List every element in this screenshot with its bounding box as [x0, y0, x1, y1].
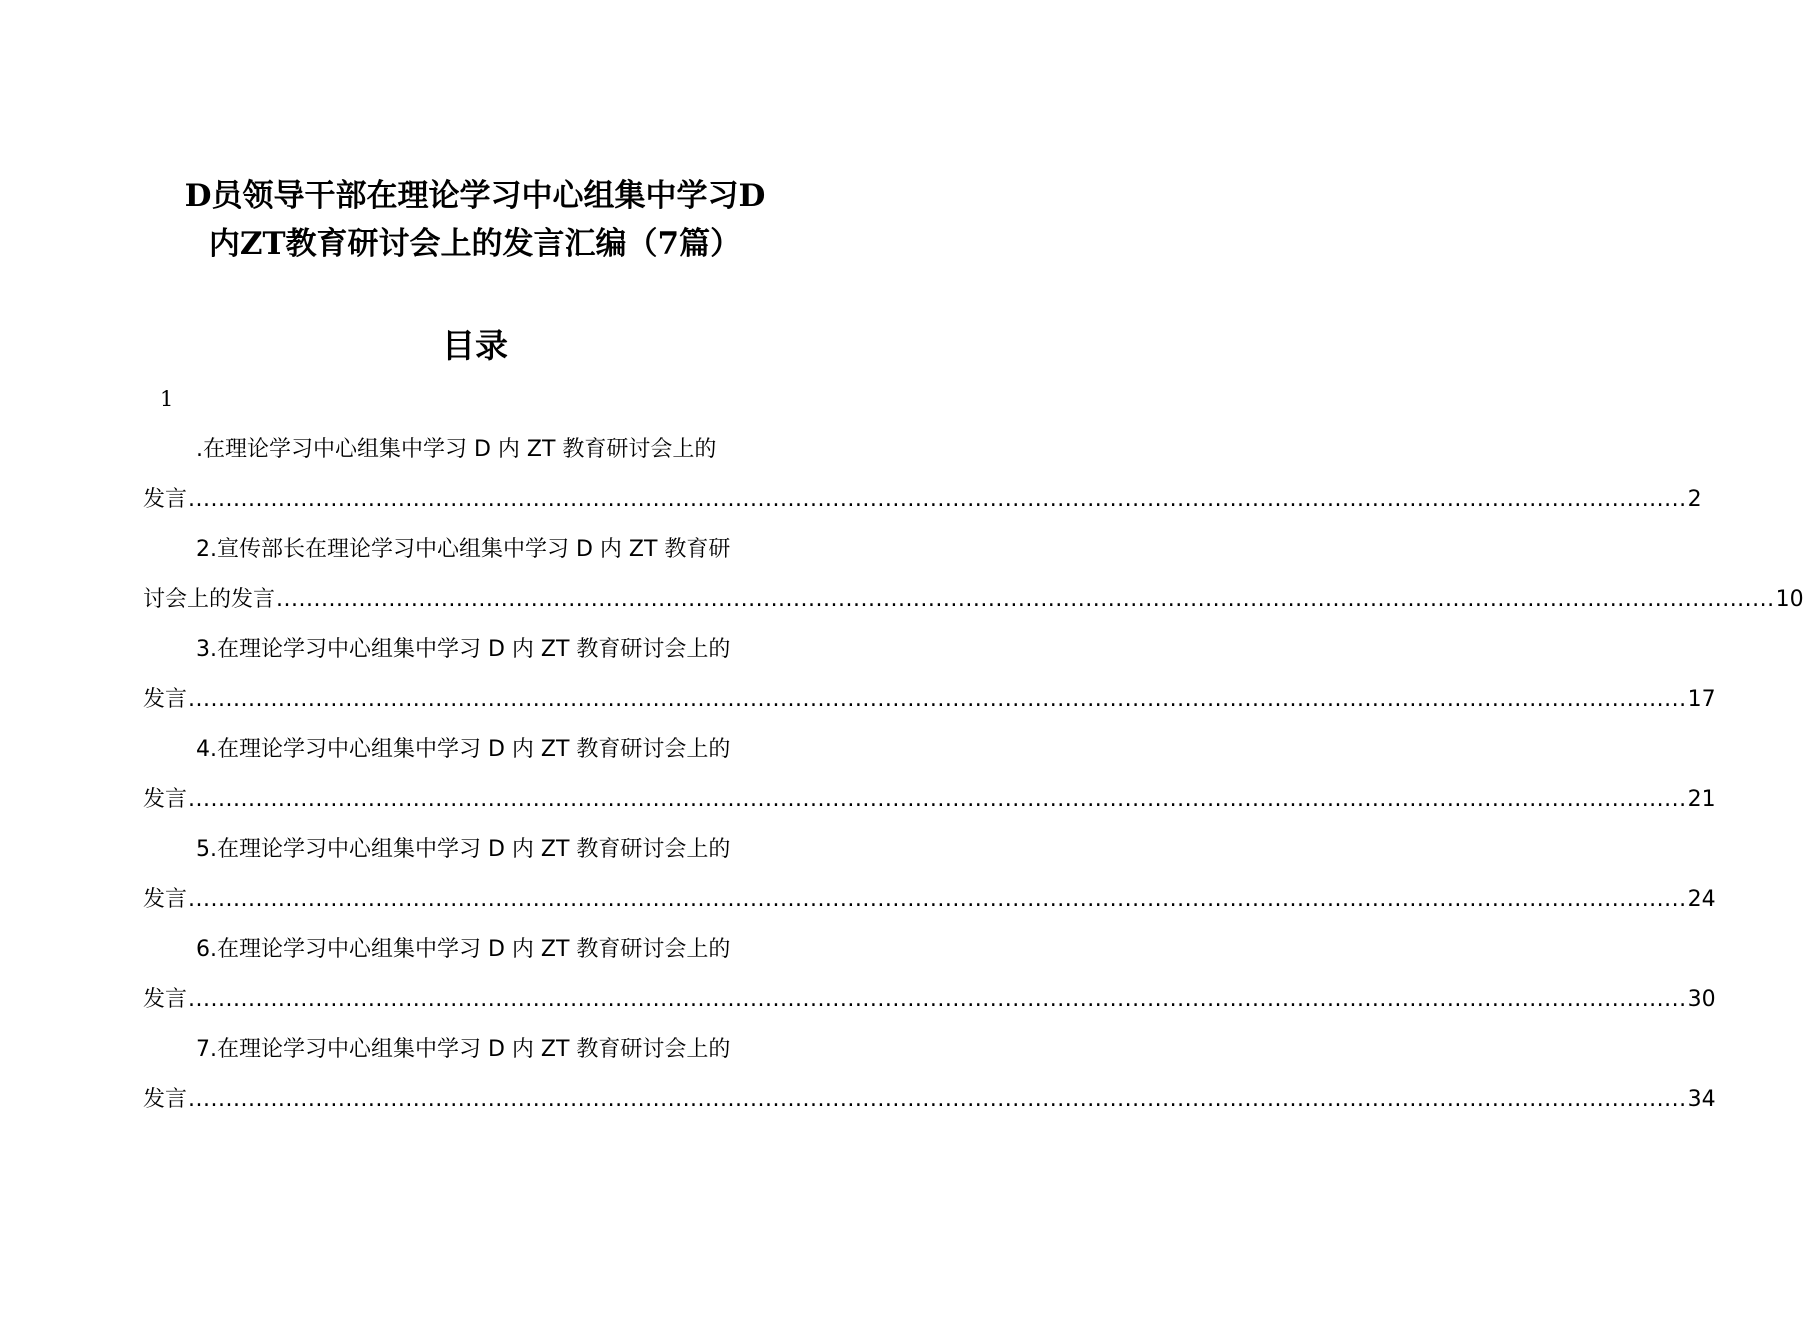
toc-entry-6[interactable] [143, 927, 1716, 1027]
section-number: 1 [160, 387, 174, 411]
toc-page-number: 21 [1687, 787, 1716, 812]
toc-entry-title-continuation: 发言 [143, 1087, 188, 1112]
toc-entry-title: .在理论学习中心组集中学习 D 内 ZT 教育研讨会上的 [196, 437, 717, 462]
toc-entry-title-continuation: 发言 [143, 887, 188, 912]
toc-entry-title-continuation: 发言 [143, 787, 188, 812]
toc-entry-title: 6.在理论学习中心组集中学习 D 内 ZT 教育研讨会上的 [196, 937, 731, 962]
toc-page-number: 2 [1687, 487, 1702, 512]
toc-entry-title: 4.在理论学习中心组集中学习 D 内 ZT 教育研讨会上的 [196, 737, 731, 762]
toc-entry-title-continuation: 讨会上的发言 [143, 587, 276, 612]
toc-page-number: 10 [1775, 587, 1804, 612]
toc-page-number: 30 [1687, 987, 1716, 1012]
toc-entry-title-continuation: 发言 [143, 987, 188, 1012]
toc-entry-4[interactable] [143, 727, 1716, 827]
toc-entry-title-continuation: 发言 [143, 687, 188, 712]
table-of-contents [143, 427, 1804, 1127]
toc-entry-5[interactable] [143, 827, 1716, 927]
toc-dot-leader: ........................................................................................................................................................................................................ [188, 987, 1687, 1012]
toc-entry-title: 2.宣传部长在理论学习中心组集中学习 D 内 ZT 教育研 [196, 537, 731, 562]
toc-heading: 目录 [442, 326, 508, 365]
document-title [140, 172, 810, 268]
toc-dot-leader: ........................................................................................................................................................................................................ [276, 587, 1775, 612]
toc-dot-leader: ........................................................................................................................................................................................................ [188, 787, 1687, 812]
toc-entry-title-continuation: 发言 [143, 487, 188, 512]
toc-entry-title: 5.在理论学习中心组集中学习 D 内 ZT 教育研讨会上的 [196, 837, 731, 862]
toc-page-number: 17 [1687, 687, 1716, 712]
toc-entry-title: 3.在理论学习中心组集中学习 D 内 ZT 教育研讨会上的 [196, 637, 731, 662]
toc-entry-2[interactable] [143, 527, 1804, 627]
toc-entry-3[interactable] [143, 627, 1716, 727]
toc-page-number: 34 [1687, 1087, 1716, 1112]
toc-entry-7[interactable] [143, 1027, 1716, 1127]
toc-dot-leader: ........................................................................................................................................................................................................ [188, 1087, 1687, 1112]
document-title-line-1: D员领导干部在理论学习中心组集中学习D [184, 178, 766, 214]
toc-dot-leader: ........................................................................................................................................................................................................ [188, 887, 1687, 912]
toc-dot-leader: ........................................................................................................................................................................................................ [188, 687, 1687, 712]
toc-entry-1[interactable] [143, 427, 1702, 527]
toc-dot-leader: ........................................................................................................................................................................................................ [188, 487, 1687, 512]
document-title-line-2: 内ZT教育研讨会上的发言汇编（7篇） [208, 226, 742, 262]
toc-page-number: 24 [1687, 887, 1716, 912]
toc-entry-title: 7.在理论学习中心组集中学习 D 内 ZT 教育研讨会上的 [196, 1037, 731, 1062]
